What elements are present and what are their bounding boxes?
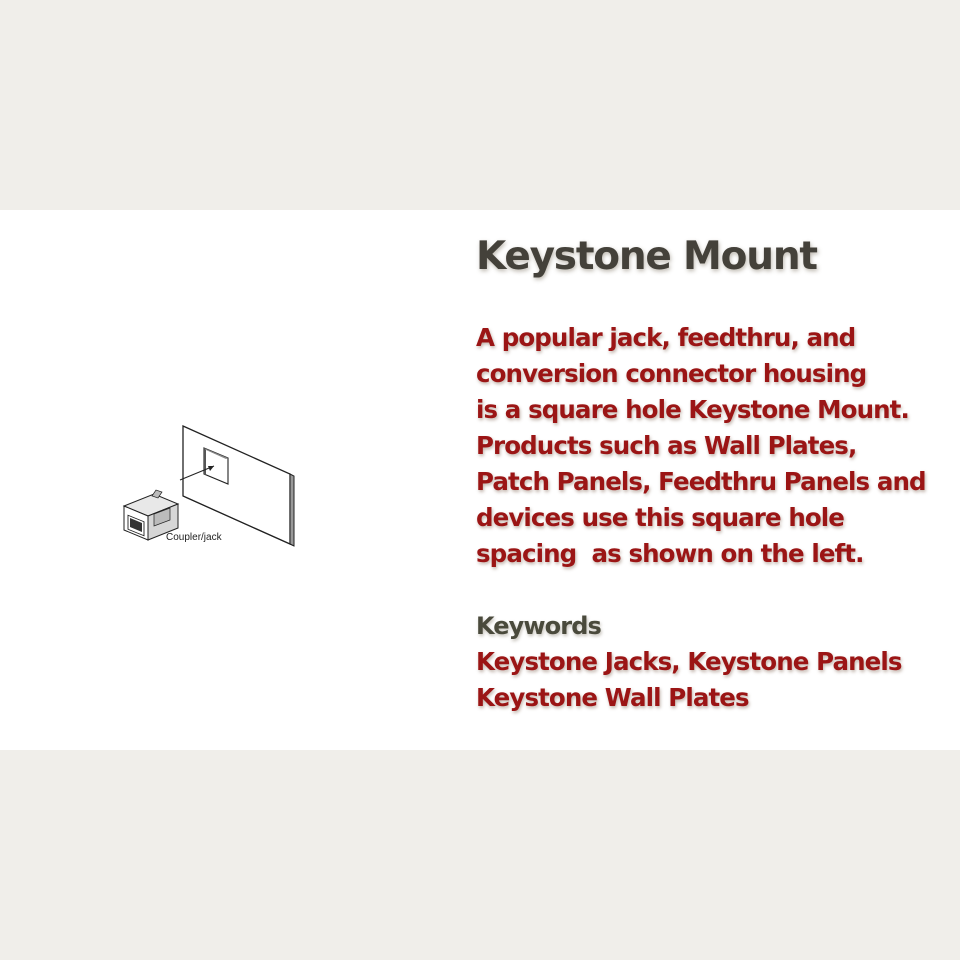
description-line: devices use this square hole bbox=[476, 503, 845, 532]
description-line: is a square hole Keystone Mount. bbox=[476, 395, 909, 424]
keywords-line: Keystone Wall Plates bbox=[476, 683, 749, 712]
description-line: conversion connector housing bbox=[476, 359, 867, 388]
wall-plate bbox=[183, 426, 290, 544]
description-line: Patch Panels, Feedthru Panels and bbox=[476, 467, 926, 496]
keywords-list bbox=[476, 644, 902, 716]
content-panel bbox=[0, 210, 960, 750]
illustration-caption: Coupler/jack bbox=[166, 532, 222, 543]
description-line: spacing as shown on the left. bbox=[476, 539, 864, 568]
keywords-heading: Keywords bbox=[476, 612, 601, 640]
keywords-line: Keystone Jacks, Keystone Panels bbox=[476, 647, 902, 676]
description-line: Products such as Wall Plates, bbox=[476, 431, 857, 460]
description bbox=[476, 320, 956, 572]
description-line: A popular jack, feedthru, and bbox=[476, 323, 856, 352]
page-title: Keystone Mount bbox=[476, 234, 817, 279]
